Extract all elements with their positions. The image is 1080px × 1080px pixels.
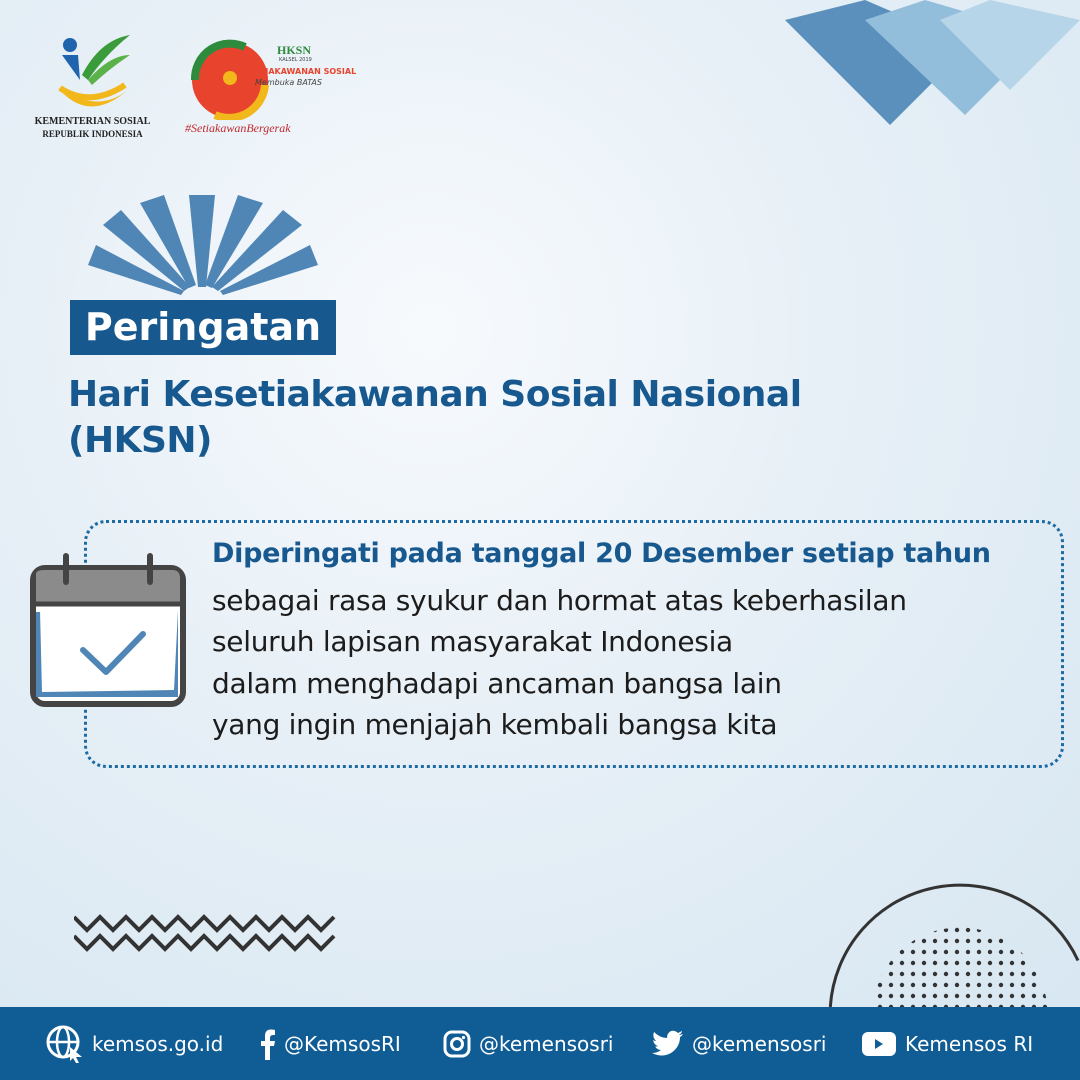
kemensos-logo — [30, 30, 155, 141]
globe-icon — [46, 1025, 84, 1063]
hksn-logo — [185, 35, 357, 145]
info-headline: Diperingati pada tanggal 20 Desember setiap tahun — [212, 538, 991, 569]
instagram-link[interactable] — [443, 1030, 614, 1058]
hksn-sub: KALSEL 2019 — [279, 57, 312, 63]
twitter-text: @kemensosri — [692, 1031, 827, 1056]
zigzag-decoration — [74, 912, 338, 956]
website-text: kemsos.go.id — [92, 1031, 224, 1056]
hksn-title: HKSN — [277, 43, 312, 57]
peringatan-badge: Peringatan — [70, 300, 336, 355]
instagram-icon — [443, 1030, 471, 1058]
facebook-icon — [258, 1028, 276, 1060]
instagram-text: @kemensosri — [479, 1031, 614, 1056]
page-title: Hari Kesetiakawanan Sosial Nasional — [68, 374, 802, 415]
info-line: dalam menghadapi ancaman bangsa lain — [212, 667, 782, 700]
page-title-abbr: (HKSN) — [68, 420, 212, 461]
kemensos-name: KEMENTERIAN SOSIAL — [34, 116, 151, 127]
website-link[interactable] — [46, 1025, 223, 1063]
hksn-line2: Membuka BATAS — [255, 78, 322, 87]
info-line: seluruh lapisan masyarakat Indonesia — [212, 625, 733, 658]
footer-bar — [0, 1007, 1080, 1080]
youtube-text: Kemensos RI — [905, 1031, 1034, 1056]
kemensos-emblem-icon — [30, 30, 155, 115]
calendar-check-icon — [28, 552, 188, 710]
youtube-link[interactable] — [861, 1030, 1033, 1058]
twitter-link[interactable] — [652, 1030, 827, 1058]
kemensos-subname: REPUBLIK INDONESIA — [42, 129, 143, 139]
info-line: sebagai rasa syukur dan hormat atas keberhasilan — [212, 584, 907, 617]
sunburst-icon — [88, 195, 320, 295]
dotted-circle-decoration — [820, 870, 1080, 1007]
info-line: yang ingin menjajah kembali bangsa kita — [212, 708, 778, 741]
decorative-diamonds — [780, 0, 1080, 130]
youtube-icon — [861, 1030, 897, 1058]
hashtag: #SetiakawanBergerak — [185, 121, 291, 135]
twitter-icon — [652, 1030, 684, 1058]
facebook-link[interactable] — [258, 1028, 401, 1060]
hksn-line1: KESETIAKAWANAN SOSIAL — [237, 67, 357, 76]
facebook-text: @KemsosRI — [284, 1031, 401, 1056]
